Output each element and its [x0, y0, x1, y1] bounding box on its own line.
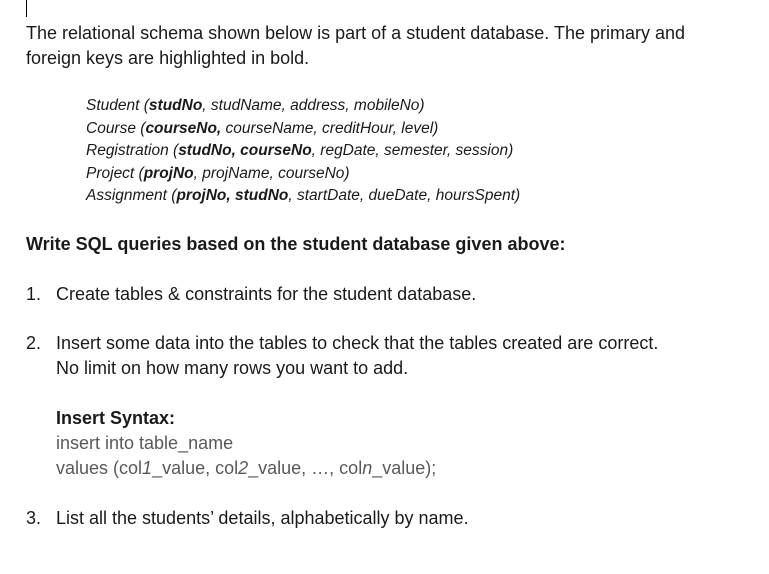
- schema-attributes: courseName, creditHour, level): [221, 119, 439, 137]
- intro-line-2: foreign keys are highlighted in bold.: [26, 48, 310, 68]
- schema-course: Course (courseNo, courseName, creditHour, level): [86, 119, 439, 137]
- schema-keys: studNo, courseNo: [178, 142, 312, 159]
- schema-attributes: , studName, address, mobileNo): [202, 97, 425, 114]
- question-text: List all the students’ details, alphabetically by name.: [56, 508, 469, 528]
- question-number: 1.: [26, 284, 42, 304]
- syntax-line-1: insert into table_name: [56, 433, 234, 453]
- question-text: Create tables & constraints for the student database.: [56, 284, 477, 304]
- schema-relation-name: Registration: [86, 142, 169, 159]
- syntax-part: _value, …, col: [248, 458, 363, 478]
- schema-relation-name: Student: [86, 97, 140, 114]
- question-text: Insert some data into the tables to check that the tables created are correct.: [56, 333, 659, 353]
- syntax-italic-part: n: [362, 458, 373, 478]
- question-text-continued: No limit on how many rows you want to add.: [56, 358, 409, 378]
- question-number: 2.: [26, 333, 42, 353]
- syntax-italic-part: 2: [238, 458, 249, 478]
- question-number: 3.: [26, 508, 42, 528]
- section-heading: Write SQL queries based on the student database given above:: [26, 234, 566, 254]
- syntax-part: _value, col: [152, 458, 239, 478]
- schema-project: Project (projNo, projName, courseNo): [86, 164, 350, 182]
- schema-keys: courseNo,: [145, 119, 222, 137]
- schema-relation-name: Project: [86, 164, 135, 182]
- schema-assignment: Assignment (projNo, studNo, startDate, dueDate, hoursSpent): [86, 187, 521, 204]
- schema-keys: projNo, studNo: [176, 187, 289, 204]
- question-text-block: [56, 331, 658, 381]
- intro-paragraph: [26, 21, 746, 71]
- syntax-line-2: [56, 456, 436, 481]
- intro-line-1: The relational schema shown below is part of a student database. The primary and: [26, 23, 686, 43]
- schema-attributes: , projName, courseNo): [193, 164, 350, 182]
- schema-keys: studNo: [148, 97, 203, 114]
- schema-relation-name: Assignment: [86, 187, 167, 204]
- schema-registration: Registration (studNo, courseNo, regDate, semester, session): [86, 142, 514, 159]
- schema-attributes: , startDate, dueDate, hoursSpent): [288, 187, 521, 204]
- schema-attributes: , regDate, semester, session): [311, 142, 514, 159]
- syntax-part: values (col: [56, 458, 143, 478]
- syntax-italic-part: 1: [142, 458, 153, 478]
- schema-relation-name: Course: [86, 119, 136, 137]
- insert-syntax-block: [56, 406, 436, 481]
- schema-student: Student (studNo, studName, address, mobileNo): [86, 97, 425, 114]
- relational-schema: [86, 95, 520, 208]
- schema-keys: projNo: [143, 164, 194, 182]
- text-cursor: [26, 0, 27, 17]
- syntax-label: Insert Syntax:: [56, 408, 176, 428]
- syntax-part: _value);: [372, 458, 437, 478]
